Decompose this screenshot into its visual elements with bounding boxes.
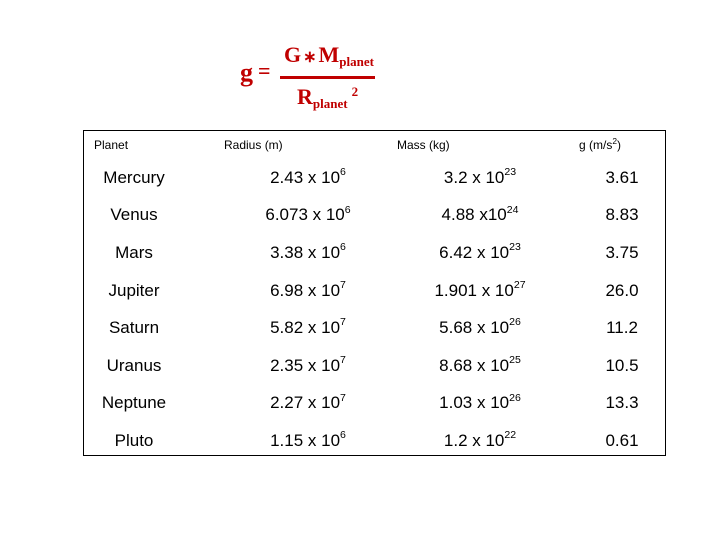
gravity-cell bbox=[572, 347, 672, 385]
gravity-cell bbox=[572, 422, 672, 460]
planet-name: Neptune bbox=[101, 393, 167, 413]
radius-exponent: 6 bbox=[340, 429, 346, 442]
mass-exponent: 23 bbox=[504, 166, 517, 178]
formula-radius-subscript: planet bbox=[312, 96, 348, 111]
radius-mantissa: 3.38 x 10 bbox=[270, 242, 341, 262]
table-row bbox=[84, 272, 665, 310]
mass-mantissa: 6.42 x 10 bbox=[439, 242, 510, 262]
header-g-exponent: 2 bbox=[612, 136, 618, 147]
planet-name-cell bbox=[74, 197, 194, 235]
planet-name: Saturn bbox=[108, 318, 160, 338]
table-row bbox=[84, 385, 665, 423]
radius-mantissa: 6.073 x 10 bbox=[265, 205, 345, 225]
table-row bbox=[84, 197, 665, 235]
gravity-formula bbox=[0, 0, 720, 120]
mass-cell bbox=[380, 272, 580, 310]
planet-name: Pluto bbox=[114, 430, 154, 450]
radius-cell bbox=[208, 309, 408, 347]
mass-cell bbox=[380, 159, 580, 197]
gravity-value: 8.83 bbox=[605, 205, 639, 225]
header-mass bbox=[397, 131, 450, 159]
header-g-label: g (m/s bbox=[579, 138, 613, 152]
formula-fraction-bar bbox=[280, 76, 375, 79]
mass-exponent: 22 bbox=[504, 429, 517, 442]
mass-exponent: 27 bbox=[513, 278, 526, 291]
header-radius-label: Radius (m) bbox=[224, 138, 283, 152]
formula-denominator bbox=[297, 84, 359, 111]
gravity-cell bbox=[572, 309, 672, 347]
gravity-cell bbox=[572, 385, 672, 423]
header-mass-label: Mass (kg) bbox=[397, 138, 450, 152]
radius-exponent: 7 bbox=[340, 316, 346, 329]
table-row bbox=[84, 347, 665, 385]
gravity-cell bbox=[572, 197, 672, 235]
radius-cell bbox=[208, 385, 408, 423]
header-planet bbox=[94, 131, 128, 159]
mass-cell bbox=[380, 234, 580, 272]
formula-g-constant: G bbox=[284, 42, 302, 67]
gravity-value: 0.61 bbox=[605, 430, 639, 450]
mass-mantissa: 3.2 x 10 bbox=[443, 167, 505, 187]
radius-cell bbox=[208, 272, 408, 310]
radius-exponent: 6 bbox=[344, 203, 351, 216]
mass-exponent: 25 bbox=[509, 354, 521, 366]
mass-cell bbox=[380, 309, 580, 347]
planet-name-cell bbox=[74, 234, 194, 272]
formula-mass: M bbox=[318, 42, 340, 67]
mass-cell bbox=[380, 197, 580, 235]
mass-mantissa: 4.88 x10 bbox=[441, 205, 507, 225]
planet-name: Mercury bbox=[103, 167, 165, 187]
planet-gravity-table bbox=[83, 130, 666, 456]
planet-name: Mars bbox=[115, 242, 153, 262]
planet-name: Uranus bbox=[106, 355, 162, 375]
mass-cell bbox=[380, 385, 580, 423]
planet-name-cell bbox=[74, 272, 194, 310]
radius-mantissa: 5.82 x 10 bbox=[270, 318, 341, 338]
mass-exponent: 26 bbox=[509, 391, 521, 404]
radius-exponent: 6 bbox=[340, 166, 346, 178]
gravity-value: 10.5 bbox=[605, 355, 639, 375]
formula-radius: R bbox=[297, 84, 313, 109]
gravity-value: 13.3 bbox=[605, 393, 639, 413]
formula-equals: = bbox=[258, 58, 271, 83]
mass-mantissa: 1.03 x 10 bbox=[439, 393, 510, 413]
table-row bbox=[84, 422, 665, 460]
table-header-row bbox=[84, 131, 665, 159]
gravity-cell bbox=[572, 272, 672, 310]
mass-mantissa: 1.2 x 10 bbox=[443, 430, 505, 450]
radius-mantissa: 1.15 x 10 bbox=[270, 430, 341, 450]
gravity-value: 3.75 bbox=[605, 242, 639, 262]
table-row bbox=[84, 159, 665, 197]
header-planet-label: Planet bbox=[94, 138, 129, 152]
formula-numerator bbox=[284, 42, 374, 69]
gravity-value: 26.0 bbox=[605, 280, 639, 300]
mass-mantissa: 1.901 x 10 bbox=[434, 280, 514, 300]
header-g bbox=[579, 131, 621, 159]
mass-mantissa: 5.68 x 10 bbox=[439, 318, 510, 338]
header-radius bbox=[224, 131, 283, 159]
planet-name: Venus bbox=[110, 205, 158, 225]
mass-cell bbox=[380, 347, 580, 385]
mass-exponent: 24 bbox=[506, 203, 519, 216]
table-row bbox=[84, 309, 665, 347]
header-g-tail: ) bbox=[617, 138, 622, 152]
planet-name-cell bbox=[74, 385, 194, 423]
planet-name-cell bbox=[74, 422, 194, 460]
radius-cell bbox=[208, 197, 408, 235]
radius-mantissa: 2.27 x 10 bbox=[270, 393, 341, 413]
formula-mass-subscript: planet bbox=[339, 54, 374, 69]
formula-multiply: ∗ bbox=[303, 49, 317, 66]
radius-mantissa: 6.98 x 10 bbox=[270, 280, 341, 300]
formula-lhs: g bbox=[240, 58, 253, 87]
mass-cell bbox=[380, 422, 580, 460]
mass-mantissa: 8.68 x 10 bbox=[439, 355, 510, 375]
gravity-value: 11.2 bbox=[606, 318, 638, 338]
radius-cell bbox=[208, 347, 408, 385]
planet-name-cell bbox=[74, 309, 194, 347]
radius-mantissa: 2.35 x 10 bbox=[270, 355, 341, 375]
radius-cell bbox=[208, 159, 408, 197]
radius-exponent: 6 bbox=[340, 241, 346, 254]
planet-name: Jupiter bbox=[108, 280, 160, 300]
mass-exponent: 26 bbox=[509, 316, 521, 329]
formula-radius-exponent: 2 bbox=[351, 84, 359, 99]
gravity-cell bbox=[572, 159, 672, 197]
mass-exponent: 23 bbox=[509, 241, 521, 254]
radius-cell bbox=[208, 422, 408, 460]
table-row bbox=[84, 234, 665, 272]
radius-exponent: 7 bbox=[340, 278, 346, 291]
gravity-value: 3.61 bbox=[605, 167, 639, 187]
planet-name-cell bbox=[74, 347, 194, 385]
radius-exponent: 7 bbox=[340, 354, 346, 366]
radius-mantissa: 2.43 x 10 bbox=[270, 167, 341, 187]
radius-cell bbox=[208, 234, 408, 272]
planet-name-cell bbox=[74, 159, 194, 197]
radius-exponent: 7 bbox=[340, 391, 346, 404]
gravity-cell bbox=[572, 234, 672, 272]
